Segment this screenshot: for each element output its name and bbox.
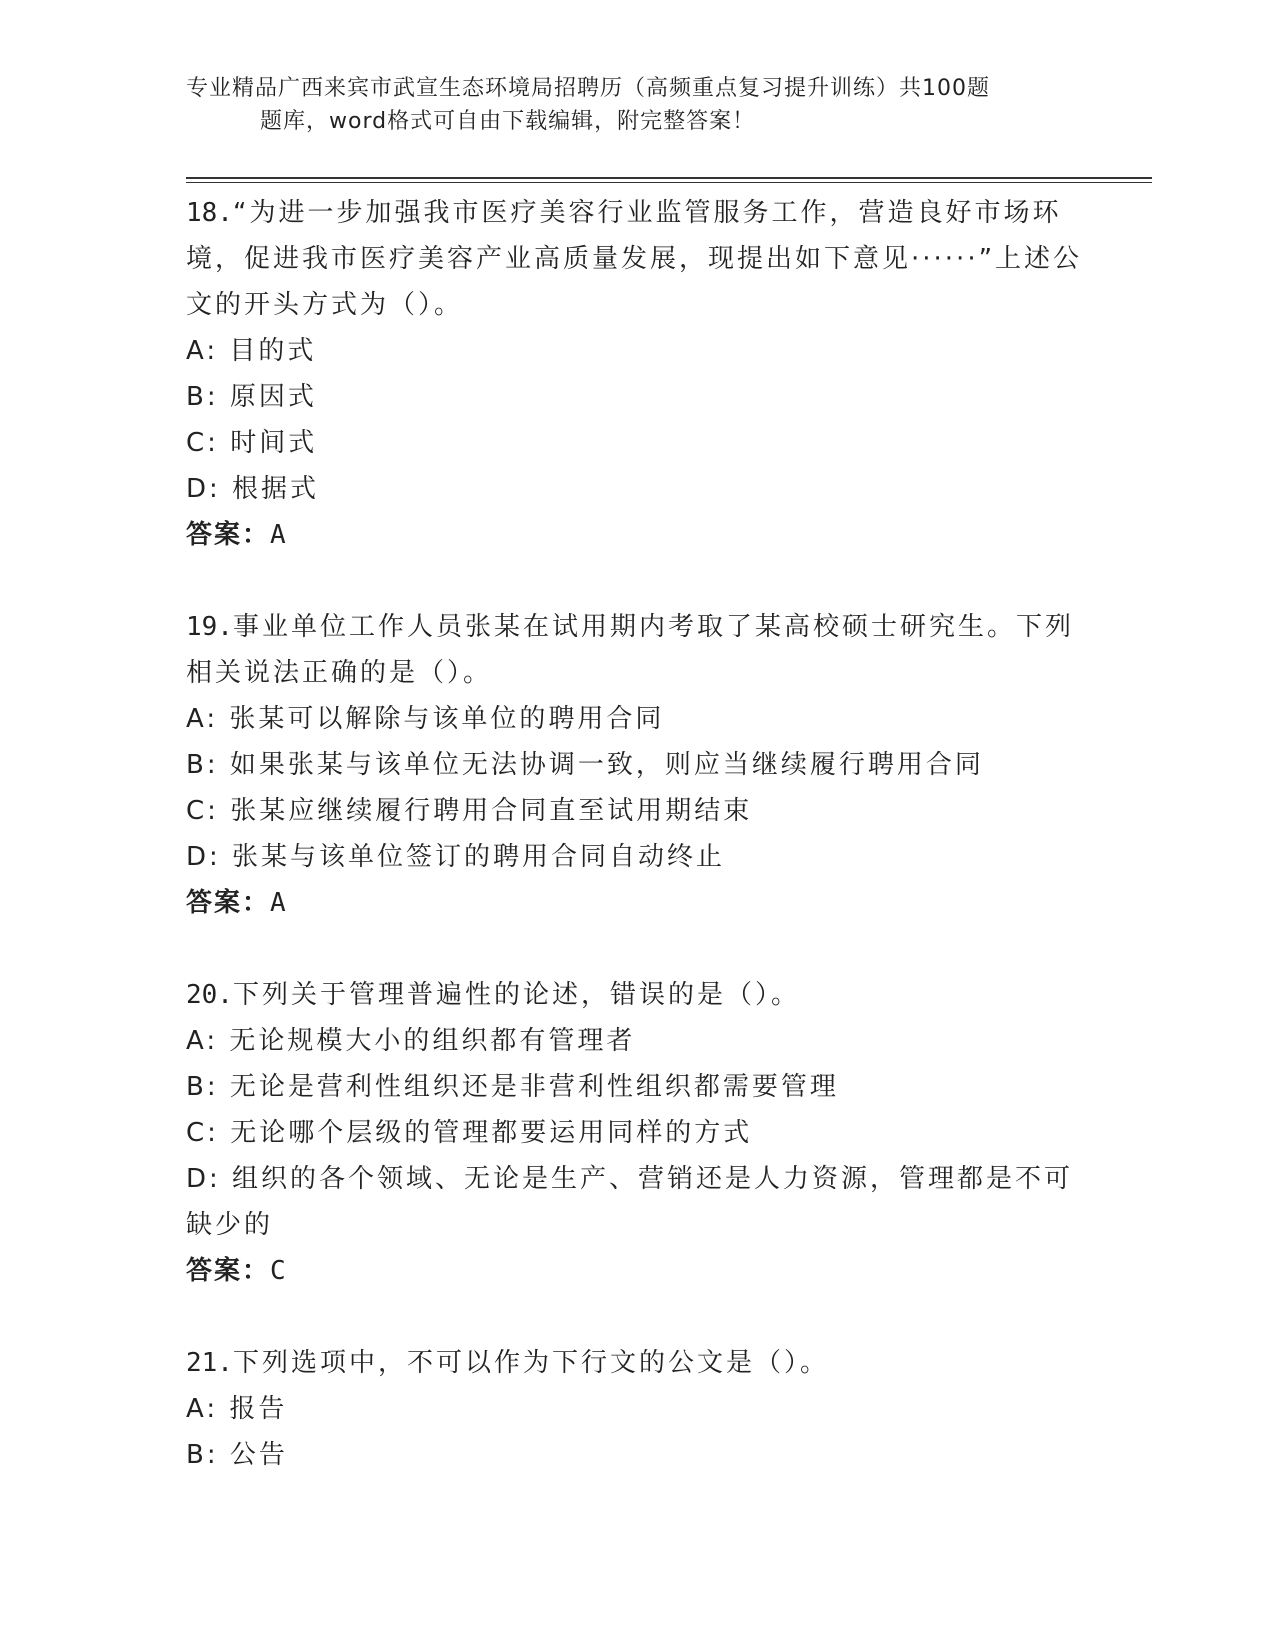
question-text: 下列选项中，不可以作为下行文的公文是（）。 <box>232 1348 829 1378</box>
question-19 <box>186 604 1086 926</box>
option-letter: A: <box>186 704 219 734</box>
question-21 <box>186 1340 1086 1478</box>
option-text: 公告 <box>229 1440 288 1470</box>
option-letter: A: <box>186 1394 219 1424</box>
option-letter: C: <box>186 428 219 458</box>
option-c <box>186 1110 1086 1156</box>
option-d <box>186 466 1086 512</box>
option-a <box>186 328 1086 374</box>
answer-line <box>186 512 1086 558</box>
option-a <box>186 1018 1086 1064</box>
option-letter: B: <box>186 750 219 780</box>
question-list <box>186 190 1086 1524</box>
option-letter: D: <box>186 842 221 872</box>
question-text: 事业单位工作人员张某在试用期内考取了某高校硕士研究生。下列相关说法正确的是（）。 <box>186 612 1074 688</box>
option-letter: C: <box>186 796 219 826</box>
question-stem <box>186 1340 1086 1386</box>
question-20 <box>186 972 1086 1294</box>
header-line-1: 专业精品广西来宾市武宣生态环境局招聘历（高频重点复习提升训练）共100题 <box>186 76 990 101</box>
option-text: 时间式 <box>230 428 318 458</box>
option-c <box>186 420 1086 466</box>
option-text: 张某应继续履行聘用合同直至试用期结束 <box>230 796 753 826</box>
question-stem <box>186 604 1086 696</box>
answer-value: A <box>270 888 286 918</box>
answer-label: 答案： <box>186 520 271 550</box>
answer-label: 答案： <box>186 888 271 918</box>
option-text: 目的式 <box>229 336 317 366</box>
option-letter: A: <box>186 1026 219 1056</box>
question-stem <box>186 190 1086 328</box>
option-text: 原因式 <box>229 382 317 412</box>
option-text: 报告 <box>229 1394 288 1424</box>
answer-value: C <box>270 1256 286 1286</box>
option-letter: B: <box>186 1440 219 1470</box>
option-letter: A: <box>186 336 219 366</box>
answer-label: 答案： <box>186 1256 271 1286</box>
option-b <box>186 374 1086 420</box>
option-text: 张某与该单位签订的聘用合同自动终止 <box>232 842 726 872</box>
option-text: 无论是营利性组织还是非营利性组织都需要管理 <box>229 1072 839 1102</box>
document-header <box>186 72 1086 138</box>
answer-value: A <box>270 520 286 550</box>
question-number: 19. <box>186 612 233 642</box>
option-text: 组织的各个领域、无论是生产、营销还是人力资源，管理都是不可缺少的 <box>186 1164 1074 1240</box>
option-b <box>186 1432 1086 1478</box>
question-number: 21. <box>186 1348 233 1378</box>
option-text: 无论规模大小的组织都有管理者 <box>229 1026 636 1056</box>
option-letter: D: <box>186 1164 221 1194</box>
option-b <box>186 1064 1086 1110</box>
option-text: 张某可以解除与该单位的聘用合同 <box>229 704 665 734</box>
option-letter: D: <box>186 474 221 504</box>
question-text: “为进一步加强我市医疗美容行业监管服务工作，营造良好市场环境，促进我市医疗美容产业高质量发展，现提出如下意见······”上述公文的开头方式为（）。 <box>186 198 1083 320</box>
option-text: 无论哪个层级的管理都要运用同样的方式 <box>230 1118 753 1148</box>
answer-line <box>186 1248 1086 1294</box>
option-a <box>186 696 1086 742</box>
option-letter: B: <box>186 382 219 412</box>
option-text: 根据式 <box>232 474 320 504</box>
option-text: 如果张某与该单位无法协调一致，则应当继续履行聘用合同 <box>229 750 984 780</box>
option-letter: B: <box>186 1072 219 1102</box>
question-stem <box>186 972 1086 1018</box>
option-d <box>186 1156 1086 1248</box>
header-divider-thick <box>186 177 1152 179</box>
option-letter: C: <box>186 1118 219 1148</box>
option-d <box>186 834 1086 880</box>
question-number: 18. <box>186 198 233 228</box>
question-number: 20. <box>186 980 233 1010</box>
option-b <box>186 742 1086 788</box>
question-18 <box>186 190 1086 558</box>
header-line-2: 题库，word格式可自由下载编辑，附完整答案！ <box>260 109 756 134</box>
header-divider-thin <box>186 182 1152 183</box>
option-c <box>186 788 1086 834</box>
answer-line <box>186 880 1086 926</box>
question-text: 下列关于管理普遍性的论述，错误的是（）。 <box>232 980 800 1010</box>
option-a <box>186 1386 1086 1432</box>
